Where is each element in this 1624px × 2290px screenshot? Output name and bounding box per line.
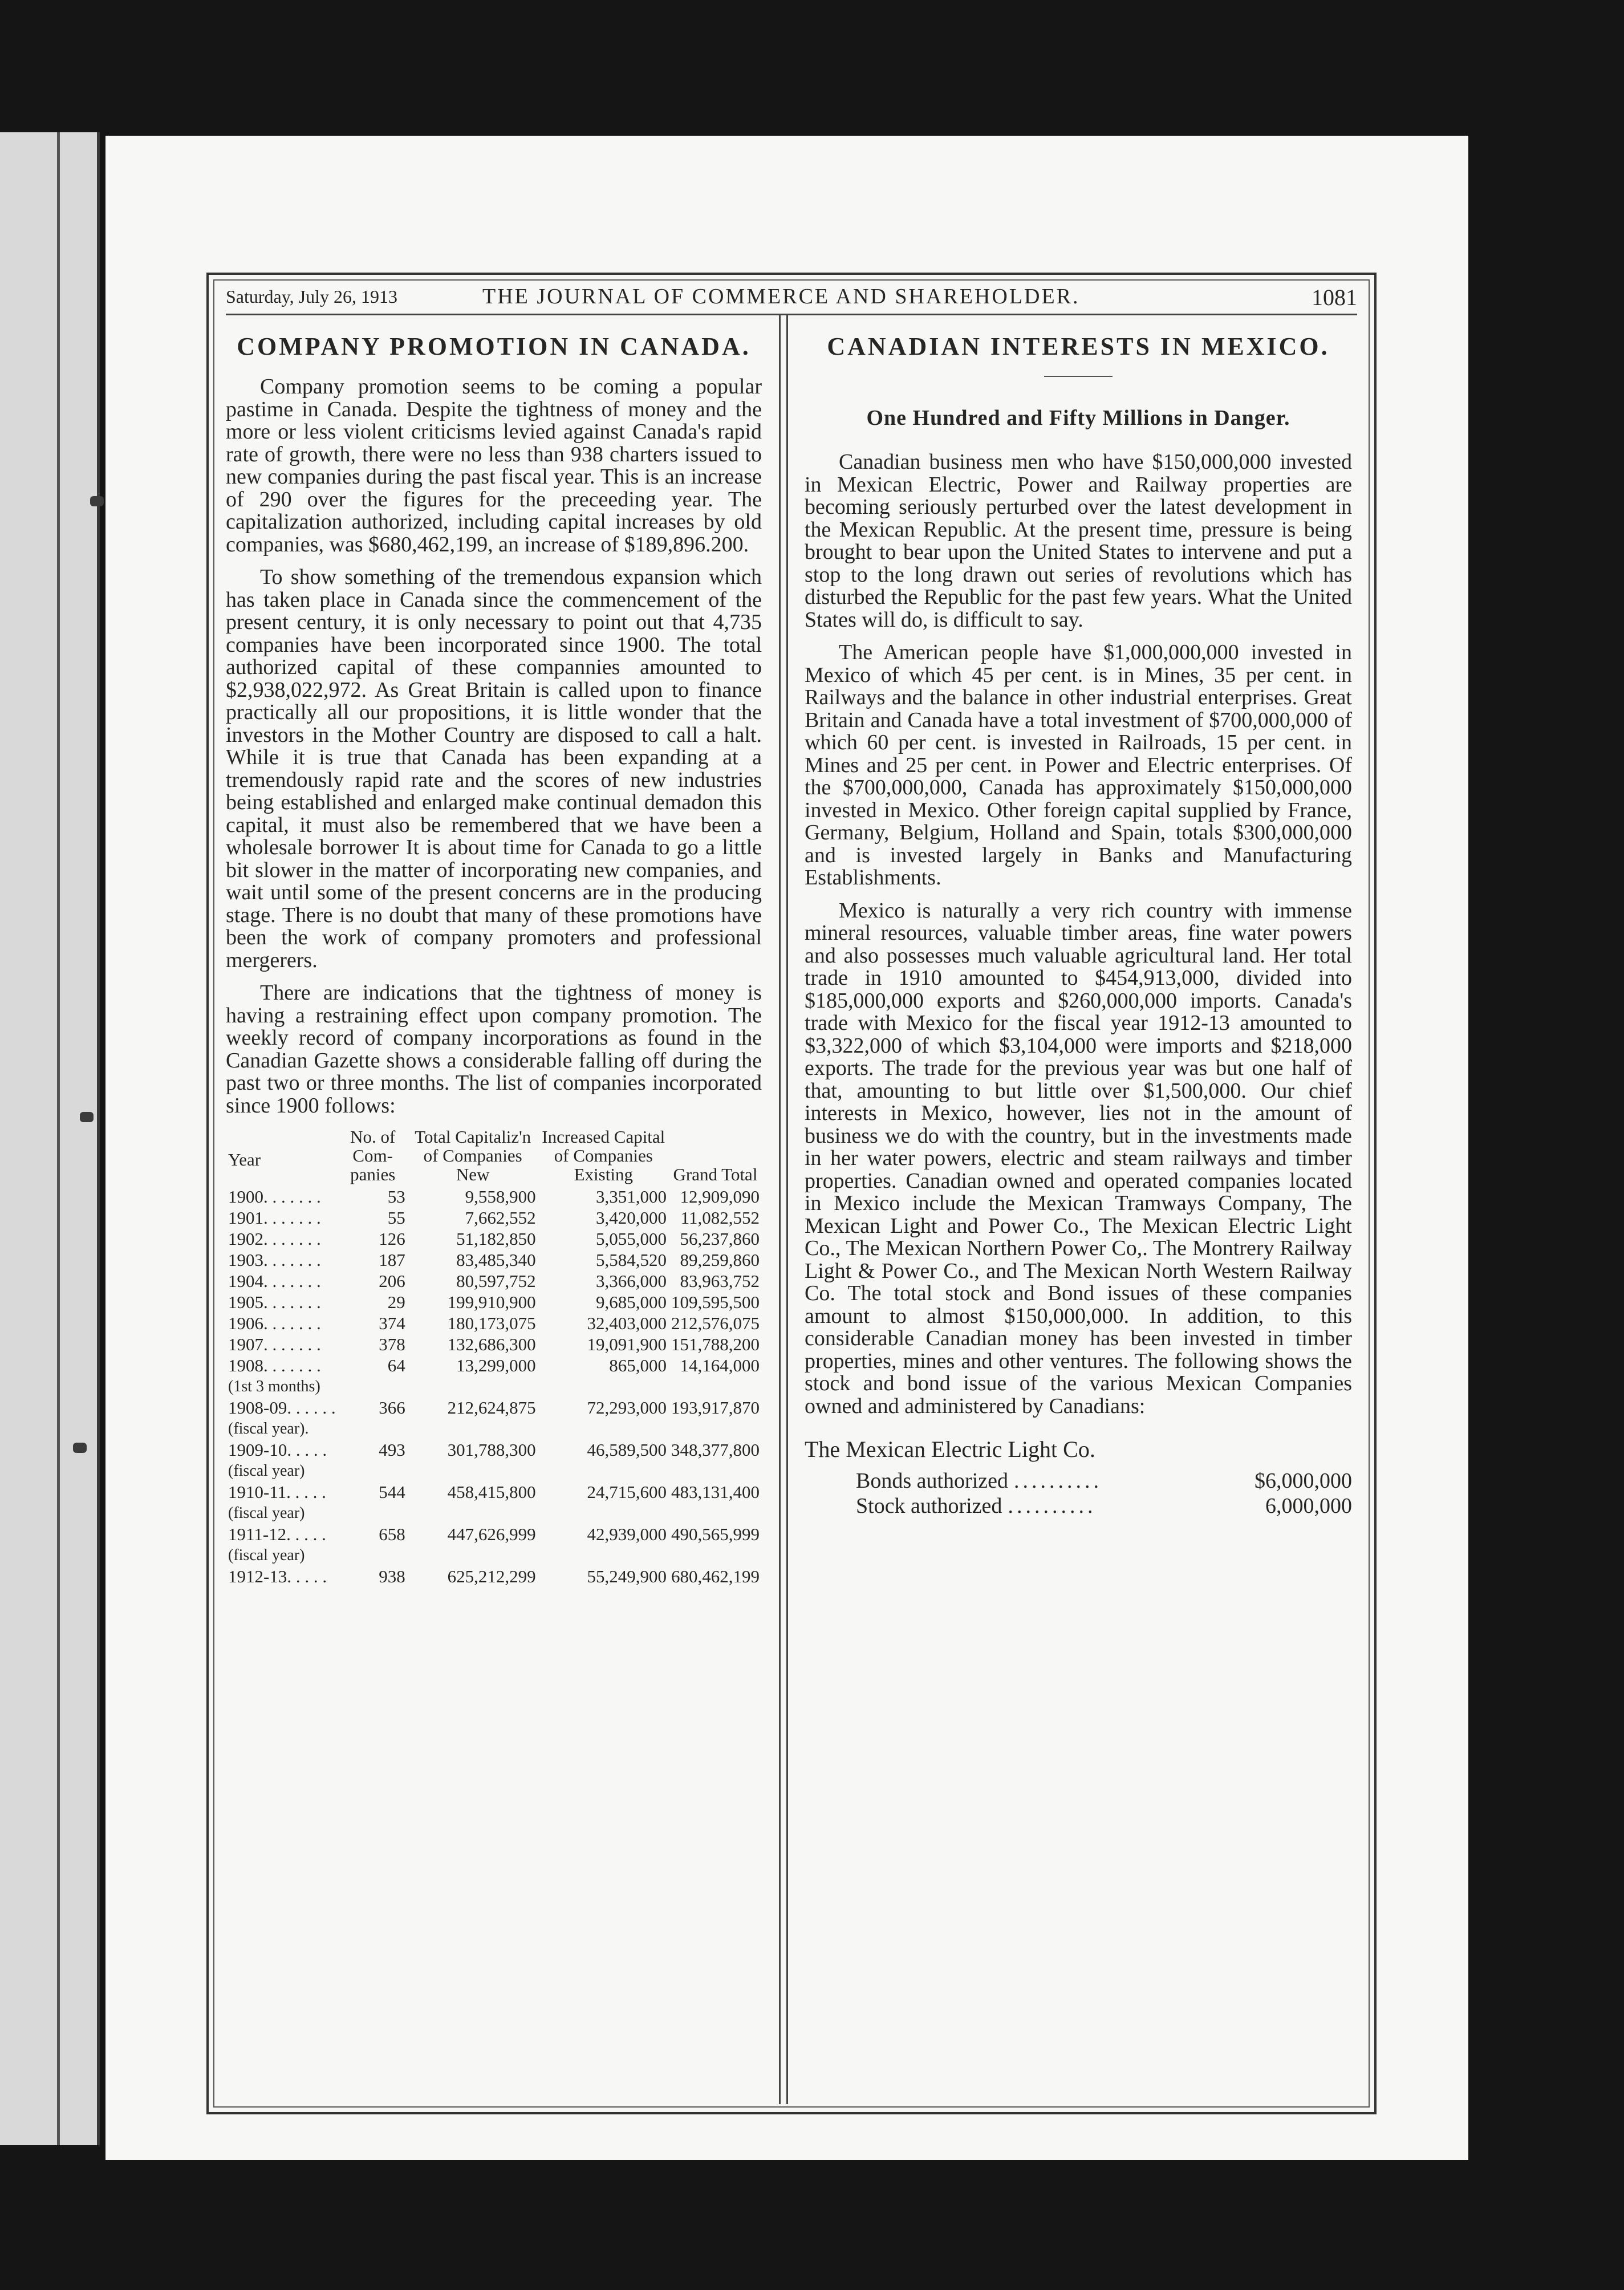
cell-period-note: (fiscal year). <box>228 1420 309 1438</box>
cell-count: 493 <box>379 1440 405 1460</box>
cell-year: 1908-09. . . . . . <box>228 1398 336 1418</box>
cell-existing-capital: 5,584,520 <box>595 1250 667 1270</box>
leader-dots: .......... <box>1008 1494 1097 1518</box>
table-row <box>226 1397 762 1418</box>
page-header <box>226 279 1357 315</box>
cell-year: 1906. . . . . . . <box>228 1313 321 1333</box>
newspaper-page <box>105 136 1468 2160</box>
cell-year: 1900. . . . . . . <box>228 1187 321 1207</box>
cell-existing-capital: 42,939,000 <box>587 1524 667 1544</box>
cell-existing-capital: 865,000 <box>609 1355 667 1375</box>
cell-new-capital: 625,212,299 <box>447 1566 536 1586</box>
table-note-row <box>226 1418 762 1439</box>
holding-amount: 6,000,000 <box>1265 1494 1352 1518</box>
cell-new-capital: 132,686,300 <box>447 1334 536 1354</box>
table-row <box>226 1207 762 1228</box>
table-header-row <box>226 1127 762 1186</box>
column-header-total: Grand Total <box>673 1164 758 1184</box>
cell-existing-capital: 32,403,000 <box>587 1313 667 1333</box>
cell-count: 55 <box>387 1208 405 1228</box>
cell-total: 83,963,752 <box>680 1271 760 1291</box>
cell-count: 658 <box>379 1524 405 1544</box>
table-row <box>226 1249 762 1270</box>
cell-year: 1903. . . . . . . <box>228 1250 321 1270</box>
cell-new-capital: 199,910,900 <box>447 1292 536 1312</box>
cell-new-capital: 301,788,300 <box>447 1440 536 1460</box>
cell-count: 126 <box>379 1229 405 1249</box>
cell-period-note: (1st 3 months) <box>228 1378 320 1395</box>
table-note-row <box>226 1545 762 1566</box>
column-header-new-capital: Total Capitaliz'n of Companies New <box>415 1127 531 1184</box>
column-header-existing-capital: Increased Capital of Companies Existing <box>542 1127 665 1184</box>
cell-year: 1901. . . . . . . <box>228 1208 321 1228</box>
cell-year: 1912-13. . . . . <box>228 1566 327 1586</box>
article-paragraph: Canadian business men who have $150,000,000 invested in Mexican Electric, Power and Railway properties are becoming seriously perturbed over the latest development in the Mexican Republic. At the present time, pressure is being brought to bear upon the United States to intervene and put a stop to the long drawn out series of revolutions which has disturbed the Republic for the past few years. What the United States will do, is difficult to say. <box>805 450 1352 632</box>
cell-year: 1909-10. . . . . <box>228 1440 327 1460</box>
cell-existing-capital: 24,715,600 <box>587 1482 667 1502</box>
cell-new-capital: 83,485,340 <box>456 1250 536 1270</box>
table-note-row <box>226 1503 762 1524</box>
article-paragraph: Company promotion seems to be coming a popular pastime in Canada. Despite the tightness of money and the more or less violent criticisms levied against Canada's rapid rate of growth, there were no less than 938 charters issued to new companies during the past fiscal year. This is an increase of 290 over the figures for the preceeding year. The capitalization authorized, including capital increases by old companies, was $680,462,199, an increase of $189,896.200. <box>226 375 762 557</box>
cell-new-capital: 212,624,875 <box>447 1398 536 1418</box>
page-crease <box>57 132 60 2145</box>
cell-count: 64 <box>387 1355 405 1375</box>
page-number: 1081 <box>1312 285 1357 310</box>
cell-total: 348,377,800 <box>671 1440 760 1460</box>
column-header-year: Year <box>228 1150 261 1170</box>
cell-count: 187 <box>379 1250 405 1270</box>
cell-year: 1904. . . . . . . <box>228 1271 321 1291</box>
cell-existing-capital: 3,420,000 <box>595 1208 667 1228</box>
cell-year: 1907. . . . . . . <box>228 1334 321 1354</box>
table-note-row <box>226 1376 762 1397</box>
cell-total: 193,917,870 <box>671 1398 760 1418</box>
cell-year: 1908. . . . . . . <box>228 1355 321 1375</box>
cell-total: 56,237,860 <box>680 1229 760 1249</box>
cell-period-note: (fiscal year) <box>228 1546 305 1564</box>
cell-period-note: (fiscal year) <box>228 1504 305 1522</box>
binding-thread-mark <box>90 496 104 506</box>
cell-new-capital: 80,597,752 <box>456 1271 536 1291</box>
table-row <box>226 1481 762 1503</box>
table-row <box>226 1186 762 1207</box>
cell-total: 14,164,000 <box>680 1355 760 1375</box>
cell-existing-capital: 3,351,000 <box>595 1187 667 1207</box>
incorporations-table <box>226 1127 762 1587</box>
right-column <box>805 332 1352 1518</box>
cell-year: 1910-11. . . . . <box>228 1482 326 1502</box>
right-article-subtitle: One Hundred and Fifty Millions in Danger. <box>866 406 1290 430</box>
cell-count: 366 <box>379 1398 405 1418</box>
cell-count: 544 <box>379 1482 405 1502</box>
header-date: Saturday, July 26, 1913 <box>226 286 398 307</box>
cell-total: 490,565,999 <box>671 1524 760 1544</box>
page-border-frame <box>206 273 1377 2114</box>
table-row <box>226 1292 762 1313</box>
table-note-row <box>226 1460 762 1481</box>
binding-thread-mark <box>73 1443 87 1453</box>
table-row <box>226 1355 762 1376</box>
cell-existing-capital: 3,366,000 <box>595 1271 667 1291</box>
table-row <box>226 1313 762 1334</box>
cell-count: 938 <box>379 1566 405 1586</box>
cell-period-note: (fiscal year) <box>228 1462 305 1480</box>
adjacent-page-edge <box>0 132 100 2145</box>
cell-existing-capital: 5,055,000 <box>595 1229 667 1249</box>
holding-amount: $6,000,000 <box>1254 1469 1352 1493</box>
holding-label: Bonds authorized <box>856 1469 1009 1493</box>
article-paragraph: Mexico is naturally a very rich country with immense mineral resources, valuable timber areas, fine water powers and also possesses much valuable agricultural land. Her total trade in 1910 amounted to $454,913,000, divided into $185,000,000 exports and $260,000,000 imports. Canada's trade with Mexico for the fiscal year 1912-13 amounted to $3,322,000 of which $3,104,000 were imports and $218,000 exports. The trade for the previous year was but one half of that, amounting to but little over $1,500,000. Our chief interests in Mexico, however, lies not in the amount of business we do with the country, but in the investments made in her water powers, electric and steam railways and timber properties. Canadian owned and operated companies located in Mexico include the Mexican Tramways Company, The Mexican Light and Power Co., The Mexican Electric Light Co., The Mexican Northern Power Co,. The Montrery Railway Light & Power Co., and The Mexican North Western Railway Co. The total stock and Bond issues of these companies amount to almost $150,000,000. In addition, to this considerable Canadian money has been invested in timber properties, mines and other ventures. The following shows the stock and bond issue of the various Mexican Companies owned and administered by Canadians: <box>805 898 1352 1418</box>
cell-new-capital: 13,299,000 <box>456 1355 536 1375</box>
cell-year: 1911-12. . . . . <box>228 1524 326 1544</box>
cell-total: 12,909,090 <box>680 1187 760 1207</box>
cell-existing-capital: 55,249,900 <box>587 1566 667 1586</box>
cell-count: 378 <box>379 1334 405 1354</box>
leader-dots: .......... <box>1014 1469 1103 1493</box>
table-body <box>226 1186 762 1587</box>
company-name: The Mexican Electric Light Co. <box>805 1436 1095 1462</box>
cell-total: 11,082,552 <box>680 1208 760 1228</box>
cell-existing-capital: 9,685,000 <box>595 1292 667 1312</box>
binding-thread-mark <box>80 1112 94 1122</box>
holding-row <box>805 1493 1352 1518</box>
cell-count: 53 <box>387 1187 405 1207</box>
cell-total: 151,788,200 <box>671 1334 760 1354</box>
right-article-title: CANADIAN INTERESTS IN MEXICO. <box>827 332 1330 360</box>
cell-total: 483,131,400 <box>671 1482 760 1502</box>
table-row <box>226 1334 762 1355</box>
cell-new-capital: 51,182,850 <box>456 1229 536 1249</box>
table-row <box>226 1439 762 1460</box>
column-header-count: No. of Com-panies <box>350 1127 396 1184</box>
article-paragraph: The American people have $1,000,000,000 invested in Mexico of which 45 per cent. is in Mines, 35 per cent. in Railways and the balance in other industrial enterprises. Great Britain and Canada have a total investment of $700,000,000 of which 60 per cent. is invested in Railroads, 15 per cent. in Mines and 25 per cent. in Power and Electric enterprises. Of the $700,000,000, Canada has approximately $150,000,000 invested in Mexico. Other foreign capital supplied by France, Germany, Belgium, Holland and Spain, totals $300,000,000 and is invested largely in Banks and Manufacturing Establishments. <box>805 640 1352 890</box>
cell-year: 1905. . . . . . . <box>228 1292 321 1312</box>
cell-total: 89,259,860 <box>680 1250 760 1270</box>
cell-new-capital: 180,173,075 <box>447 1313 536 1333</box>
cell-new-capital: 458,415,800 <box>447 1482 536 1502</box>
table-row <box>226 1566 762 1587</box>
column-divider <box>779 315 788 2104</box>
article-paragraph: To show something of the tremendous expansion which has taken place in Canada since the commencement of the present century, it is only necessary to point out that 4,735 companies have been incorporated since 1900. The total authorized capital of these compannies amounted to $2,938,022,972. As Great Britain is called upon to finance practically all our propositions, it is little wonder that the investors in the Mother Country are disposed to call a halt. While it is true that Canada has been expanding at a tremendously rapid rate and the scores of new industries being established and enlarged make continual demadon this capital, it must also be remembered that we have been a wholesale borrower It is about time for Canada to go a little bit slower in the matter of incorporating new companies, and wait until some of the present concerns are in the producing stage. There is no doubt that many of these promotions have been the work of company promoters and professional mergerers. <box>226 565 762 972</box>
holding-row <box>805 1468 1352 1493</box>
article-paragraph: There are indications that the tightness of money is having a restraining effect upon company promotion. The weekly record of company incorporations as found in the Canadian Gazette shows a considerable falling off during the past two or three months. The list of companies incorporated since 1900 follows: <box>226 981 762 1118</box>
table-row <box>226 1524 762 1545</box>
cell-existing-capital: 46,589,500 <box>587 1440 667 1460</box>
cell-total: 680,462,199 <box>671 1566 760 1586</box>
left-column <box>226 332 762 1587</box>
cell-new-capital: 7,662,552 <box>465 1208 536 1228</box>
holding-label: Stock authorized <box>856 1494 1002 1518</box>
table-row <box>226 1270 762 1292</box>
cell-existing-capital: 72,293,000 <box>587 1398 667 1418</box>
cell-total: 109,595,500 <box>671 1292 760 1312</box>
cell-count: 29 <box>387 1292 405 1312</box>
cell-year: 1902. . . . . . . <box>228 1229 321 1249</box>
cell-existing-capital: 19,091,900 <box>587 1334 667 1354</box>
table-row <box>226 1228 762 1249</box>
cell-count: 206 <box>379 1271 405 1291</box>
cell-total: 212,576,075 <box>671 1313 760 1333</box>
cell-count: 374 <box>379 1313 405 1333</box>
publication-title: THE JOURNAL OF COMMERCE AND SHAREHOLDER. <box>482 285 1080 308</box>
title-rule <box>1044 376 1113 377</box>
cell-new-capital: 9,558,900 <box>465 1187 536 1207</box>
cell-new-capital: 447,626,999 <box>447 1524 536 1544</box>
left-article-title: COMPANY PROMOTION IN CANADA. <box>237 332 751 360</box>
